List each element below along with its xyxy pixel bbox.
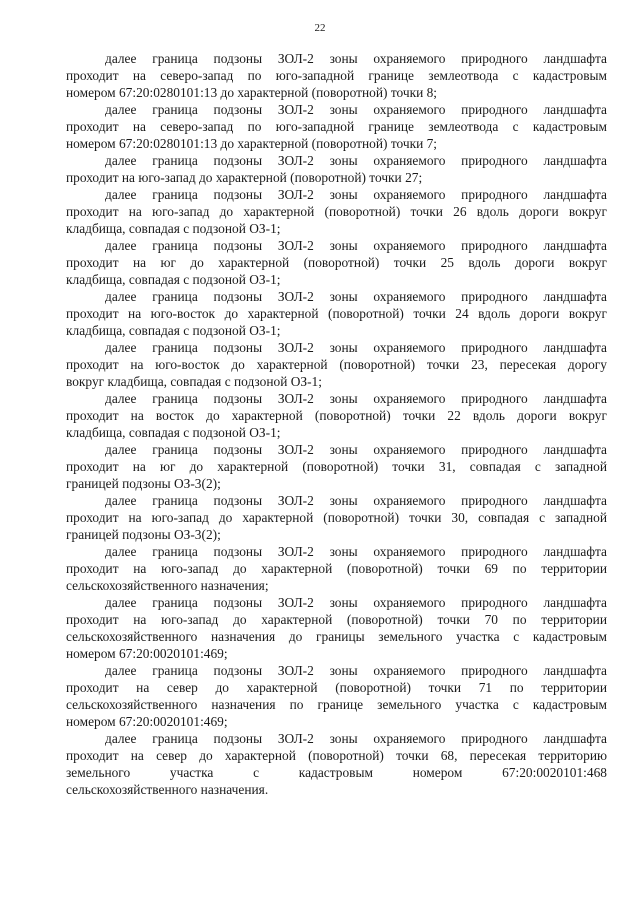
paragraph-line: далее граница подзоны ЗОЛ-2 зоны охраняемого природного ландшафта	[105, 391, 607, 406]
paragraph-line: проходит на юго-запад до характерной (поворотной) точки 70 по территории	[66, 612, 607, 627]
paragraph-line: кладбища, совпадая с подзоной ОЗ-1;	[66, 425, 281, 440]
paragraph-line: далее граница подзоны ЗОЛ-2 зоны охраняемого природного ландшафта	[105, 289, 607, 304]
paragraph-line: проходит на северо-запад по юго-западной границе землеотвода с кадастровым	[66, 119, 607, 134]
paragraph-line: номером 67:20:0280101:13 до характерной (поворотной) точки 8;	[66, 85, 438, 100]
paragraph-line: кладбища, совпадая с подзоной ОЗ-1;	[66, 323, 281, 338]
paragraph-line: границей подзоны ОЗ-3(2);	[66, 476, 221, 491]
paragraph-line: далее граница подзоны ЗОЛ-2 зоны охраняемого природного ландшафта	[105, 187, 607, 202]
document-body	[66, 50, 607, 798]
paragraph-line: далее граница подзоны ЗОЛ-2 зоны охраняемого природного ландшафта	[105, 51, 607, 66]
paragraph-line: номером 67:20:0020101:469;	[66, 646, 228, 661]
paragraph-line: проходит на север до характерной (поворотной) точки 68, пересекая территорию	[66, 748, 607, 763]
paragraph-line: сельскохозяйственного назначения;	[66, 578, 269, 593]
paragraph-line: проходит на восток до характерной (поворотной) точки 22 вдоль дороги вокруг	[66, 408, 607, 423]
paragraph-line: сельскохозяйственного назначения по границе земельного участка с кадастровым	[66, 697, 607, 712]
paragraph-line: кладбища, совпадая с подзоной ОЗ-1;	[66, 272, 281, 287]
paragraph-line: далее граница подзоны ЗОЛ-2 зоны охраняемого природного ландшафта	[105, 238, 607, 253]
paragraph-line: проходит на юго-запад до характерной (поворотной) точки 27;	[66, 170, 423, 185]
paragraph-line: кладбища, совпадая с подзоной ОЗ-1;	[66, 221, 281, 236]
paragraph-line: далее граница подзоны ЗОЛ-2 зоны охраняемого природного ландшафта	[105, 442, 607, 457]
paragraph-line: проходит на юго-восток до характерной (поворотной) точки 24 вдоль дороги вокруг	[66, 306, 607, 321]
page-number: 22	[314, 22, 326, 34]
paragraph-line: далее граница подзоны ЗОЛ-2 зоны охраняемого природного ландшафта	[105, 153, 607, 168]
paragraph-line: сельскохозяйственного назначения.	[66, 782, 269, 797]
paragraph-line: проходит на северо-запад по юго-западной границе землеотвода с кадастровым	[66, 68, 607, 83]
paragraph-line: границей подзоны ОЗ-3(2);	[66, 527, 221, 542]
paragraph	[66, 492, 607, 543]
paragraph-line: далее граница подзоны ЗОЛ-2 зоны охраняемого природного ландшафта	[105, 102, 607, 117]
paragraph-line: проходит на юго-восток до характерной (поворотной) точки 23, пересекая дорогу	[66, 357, 607, 372]
paragraph-line: проходит на юго-запад до характерной (поворотной) точки 26 вдоль дороги вокруг	[66, 204, 607, 219]
paragraph	[66, 50, 607, 101]
paragraph-line: далее граница подзоны ЗОЛ-2 зоны охраняемого природного ландшафта	[105, 731, 607, 746]
paragraph-line: проходит на юг до характерной (поворотной) точки 31, совпадая с западной	[66, 459, 607, 474]
paragraph-line: далее граница подзоны ЗОЛ-2 зоны охраняемого природного ландшафта	[105, 663, 607, 678]
paragraph-line: проходит на юго-запад до характерной (поворотной) точки 69 по территории	[66, 561, 607, 576]
paragraph	[66, 237, 607, 288]
paragraph	[66, 101, 607, 152]
paragraph-line: вокруг кладбища, совпадая с подзоной ОЗ-1;	[66, 374, 322, 389]
paragraph-line: проходит на север до характерной (поворотной) точки 71 по территории	[66, 680, 607, 695]
paragraph-line: далее граница подзоны ЗОЛ-2 зоны охраняемого природного ландшафта	[105, 340, 607, 355]
paragraph-line: номером 67:20:0020101:469;	[66, 714, 228, 729]
paragraph-line: номером 67:20:0280101:13 до характерной (поворотной) точки 7;	[66, 136, 438, 151]
paragraph-line: сельскохозяйственного назначения до границы земельного участка с кадастровым	[66, 629, 607, 644]
paragraph-line: далее граница подзоны ЗОЛ-2 зоны охраняемого природного ландшафта	[105, 544, 607, 559]
paragraph	[66, 543, 607, 594]
paragraph-line: проходит на юг до характерной (поворотной) точки 25 вдоль дороги вокруг	[66, 255, 607, 270]
paragraph	[66, 339, 607, 390]
paragraph	[66, 288, 607, 339]
paragraph	[66, 730, 607, 798]
paragraph-line: далее граница подзоны ЗОЛ-2 зоны охраняемого природного ландшафта	[105, 595, 607, 610]
paragraph-line: земельного участка с кадастровым номером 67:20:0020101:468	[66, 765, 607, 780]
paragraph	[66, 186, 607, 237]
paragraph	[66, 390, 607, 441]
paragraph-line: проходит на юго-запад до характерной (поворотной) точки 30, совпадая с западной	[66, 510, 607, 525]
paragraph	[66, 441, 607, 492]
paragraph	[66, 152, 607, 186]
paragraph	[66, 594, 607, 662]
paragraph-line: далее граница подзоны ЗОЛ-2 зоны охраняемого природного ландшафта	[105, 493, 607, 508]
paragraph	[66, 662, 607, 730]
